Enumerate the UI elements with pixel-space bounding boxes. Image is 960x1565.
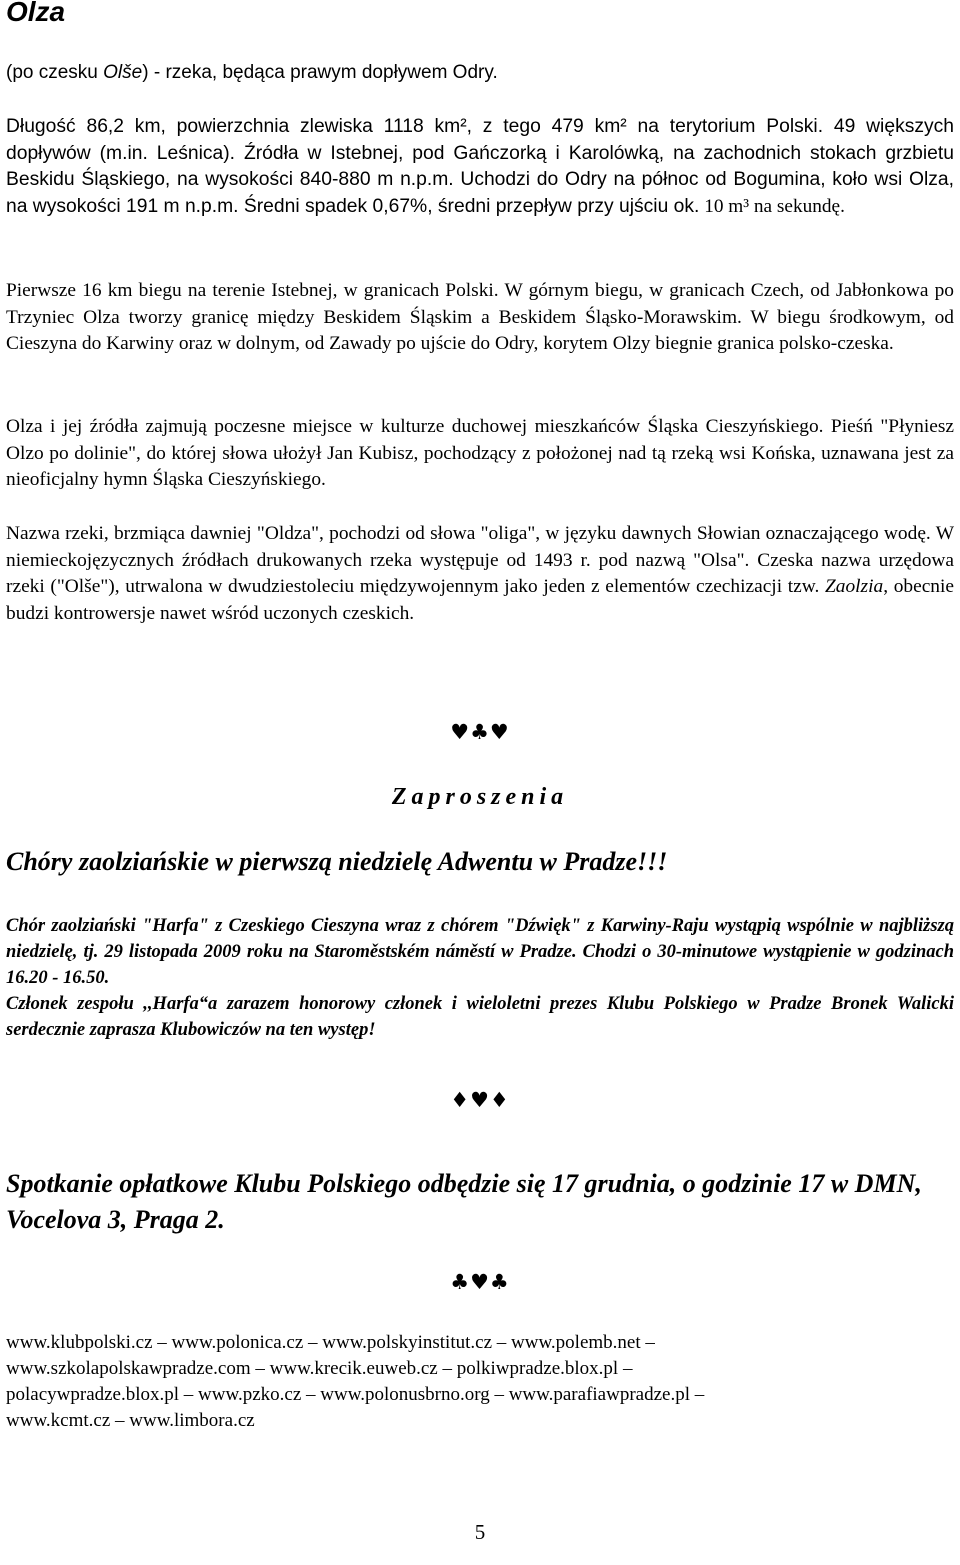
choirs-invitation-paragraph-1: Chór zaolziański "Harfa" z Czeskiego Cieszyna wraz z chórem "Dźwięk" z Karwiny-Raju wystąpią wspólnie w najbliższą niedzielę, tj. 29 listopada 2009 roku na Staroměstském náměstí w Pradze. Chodzi o 30-minutowe wystąpienie w godzinach 16.20 - 16.50. [6,916,954,988]
paragraph-length-sources-b: 10 m³ na sekundę. [699,195,845,217]
paragraph-river-course: Pierwsze 16 km biegu na terenie Istebnej, w granicach Polski. W górnym biegu, w granicach Czech, od Jabłonkowa po Trzyniec Olza tworzy granicę między Beskidem Śląskim a Beskidem Śląsko-Morawskim. W biegu środkowym, od Cieszyna do Karwiny oraz w dolnym, od Zawady po ujście do Odry, korytem Olzy biegnie granica polsko-czeska. [6,280,954,354]
subtitle-post: ) - rzeka, będąca prawym dopływem Odry. [142,62,498,83]
ornament-diamond-heart-diamond: ♦♥♦ [450,1088,510,1112]
websites-line-3: polacywpradze.blox.pl – www.pzko.cz – www.polonusbrno.org – www.parafiawpradze.pl – [6,1384,705,1405]
article-title: Olza [6,0,66,27]
choirs-invitation-paragraph-2: Członek zespołu ,,Harfa“a zarazem honorowy członek i wieloletni prezes Klubu Polskiego w Pradze Bronek Walicki serdecznie zaprasza Klubowiczów na ten występ! [6,994,954,1040]
article-subtitle [6,60,498,86]
christmas-meeting-announcement: Spotkanie opłatkowe Klubu Polskiego odbędzie się 17 grudnia, o godzinie 17 w DMN, Vocelova 3, Praga 2. [6,1169,922,1234]
paragraph-name-origin [6,521,954,627]
page-number: 5 [474,1520,486,1544]
choirs-invitation-body [6,913,954,1043]
paragraph-culture: Olza i jej źródła zajmują poczesne miejsce w kulturze duchowej mieszkańców Śląska Cieszyńskiego. Pieśń "Płyniesz Olzo po dolinie", do której słowa ułożył Jan Kubisz, pochodzący z położonej nad tą rzeką wsi Końska, uznawana jest za nieoficjalny hymn Śląska Cieszyńskiego. [6,416,954,490]
paragraph-name-origin-post: , obecnie budzi kontrowersje nawet wśród uczonych czeskich. [6,576,954,624]
websites-line-2: www.szkolapolskawpradze.com – www.krecik.euweb.cz – polkiwpradze.blox.pl – [6,1358,633,1379]
invitations-heading: Zaproszenia [391,784,569,810]
paragraph-length-sources [6,114,954,220]
ornament-club-heart-club: ♣♥♣ [450,1270,510,1294]
paragraph-length-sources-a: Długość 86,2 km, powierzchnia zlewiska 1118 km², z tego 479 km² na terytorium Polski. 49 większych dopływów (m.in. Leśnica). Źródła w Istebnej, pod Gańczorką i Karolówką, na zachodnich stokach grzbietu Beskidu Śląskiego, na wysokości 840-880 m n.p.m. Uchodzi do Odry na północ od Bogumina, koło wsi Olza, na wysokości 191 m n.p.m. Średni spadek 0,67%, średni przepływ przy ujściu ok. [6,116,954,217]
zaolzie-term: Zaolzia [824,576,884,597]
related-websites [6,1330,954,1434]
subtitle-pre: (po czesku [6,62,104,83]
ornament-heart-club-heart: ♥♣♥ [450,720,510,744]
paragraph-name-origin-pre: Nazwa rzeki, brzmiąca dawniej "Oldza", pochodzi od słowa "oliga", w języku dawnych Słowian oznaczającego wodę. W niemieckojęzycznych źródłach drukowanych rzeka występuje od 1493 r. pod nazwą "Olsa". Czeska nazwa urzędowa rzeki ("Olše"), utrwalona w dwudziestoleciu międzywojennym jako jeden z elementów czechizacji tzw. [6,523,954,597]
websites-line-1: www.klubpolski.cz – www.polonica.cz – www.polskyinstitut.cz – www.polemb.net – [6,1332,655,1353]
subtitle-czech-name: Olše [103,62,143,83]
websites-line-4: www.kcmt.cz – www.limbora.cz [6,1410,255,1431]
choirs-invitation-title: Chóry zaolziańskie w pierwszą niedzielę Adwentu w Pradze!!! [6,847,668,876]
